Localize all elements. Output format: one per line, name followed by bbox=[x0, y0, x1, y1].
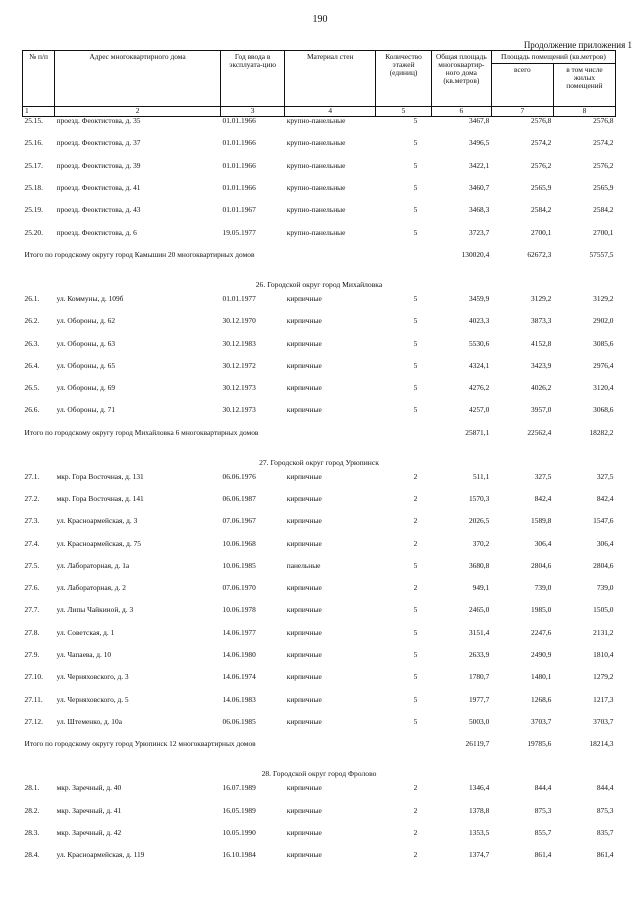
subtotal-area-living: 57557,5 bbox=[589, 250, 614, 259]
table-row bbox=[23, 495, 616, 517]
row-number: 25.16. bbox=[24, 139, 43, 148]
row-address: ул. Чапаева, д. 10 bbox=[56, 651, 112, 660]
row-year: 30.12.1973 bbox=[222, 384, 256, 393]
table-row bbox=[23, 540, 616, 562]
row-year: 30.12.1973 bbox=[222, 406, 256, 415]
row-total-area: 3680,8 bbox=[468, 561, 490, 570]
row-total-area: 4257,0 bbox=[468, 406, 490, 415]
row-year: 19.05.1977 bbox=[222, 228, 256, 237]
page-number: 190 bbox=[312, 14, 328, 25]
header-floors: Количество этажей (единиц) bbox=[376, 51, 432, 107]
row-number: 25.15. bbox=[24, 116, 43, 126]
row-number: 27.4. bbox=[24, 539, 40, 548]
subtotal-total-area: 26119,7 bbox=[465, 740, 490, 749]
row-year: 14.06.1983 bbox=[222, 695, 256, 704]
row-floors: 5 bbox=[413, 317, 418, 326]
subtotal-row bbox=[23, 251, 616, 275]
header-total-area: Общая площадь многоквартир-ного дома (кв.метров) bbox=[431, 51, 491, 107]
row-material: кирпичные bbox=[286, 717, 322, 726]
subtotal-area-all: 22562,4 bbox=[527, 428, 552, 437]
row-total-area: 3459,9 bbox=[468, 294, 490, 303]
row-address: ул. Красноармейская, д. 75 bbox=[56, 539, 141, 548]
row-material: кирпичные bbox=[286, 495, 322, 503]
row-number: 27.5. bbox=[24, 561, 40, 570]
row-total-area: 1570,3 bbox=[468, 495, 490, 503]
row-area-all: 861,4 bbox=[534, 851, 552, 860]
column-number: 3 bbox=[221, 107, 285, 117]
row-area-all: 1480,1 bbox=[531, 673, 552, 682]
row-floors: 5 bbox=[413, 294, 418, 303]
row-material: кирпичные bbox=[286, 695, 322, 704]
subtotal-row bbox=[23, 429, 616, 453]
row-material: крупно-панельные bbox=[286, 206, 346, 215]
row-floors: 5 bbox=[413, 561, 418, 570]
row-area-all: 3423,9 bbox=[531, 361, 552, 370]
header-material: Материал стен bbox=[285, 51, 376, 107]
table-row bbox=[23, 696, 616, 718]
row-address: ул. Коммуны, д. 109б bbox=[56, 294, 124, 303]
row-total-area: 511,1 bbox=[472, 472, 490, 481]
table-row bbox=[23, 807, 616, 829]
column-number: 1 bbox=[23, 107, 55, 117]
header-num: № п/п bbox=[23, 51, 55, 107]
row-total-area: 2026,5 bbox=[468, 517, 490, 526]
table-row bbox=[23, 673, 616, 695]
header-premises-living: в том числе жилых помещений bbox=[553, 64, 615, 107]
row-address: ул. Обороны, д. 69 bbox=[56, 384, 116, 393]
row-address: проезд. Феоктистова, д. 37 bbox=[56, 139, 141, 148]
row-area-living: 3085,6 bbox=[593, 339, 614, 348]
row-year: 06.06.1985 bbox=[222, 717, 256, 726]
row-address: ул. Советская, д. 1 bbox=[56, 628, 115, 637]
section-heading-row bbox=[23, 275, 616, 295]
row-year: 01.01.1966 bbox=[222, 139, 256, 148]
row-floors: 5 bbox=[413, 695, 418, 704]
row-area-all: 2804,6 bbox=[531, 561, 552, 570]
row-number: 26.6. bbox=[24, 406, 40, 415]
row-address: ул. Черняховского, д. 5 bbox=[56, 695, 129, 704]
header-year: Год ввода в эксплуата-цию bbox=[221, 51, 285, 107]
row-area-all: 3703,7 bbox=[531, 717, 552, 726]
row-area-all: 1985,0 bbox=[531, 606, 552, 615]
row-floors: 5 bbox=[413, 361, 418, 370]
row-area-living: 327,5 bbox=[596, 472, 614, 481]
row-area-all: 306,4 bbox=[534, 539, 552, 548]
header-premises-all: всего bbox=[491, 64, 553, 107]
row-number: 25.17. bbox=[24, 161, 43, 170]
row-year: 06.06.1976 bbox=[222, 472, 256, 481]
row-number: 26.2. bbox=[24, 317, 40, 326]
row-number: 27.8. bbox=[24, 628, 40, 637]
column-number: 2 bbox=[55, 107, 221, 117]
row-year: 14.06.1974 bbox=[222, 673, 256, 682]
row-material: кирпичные bbox=[286, 784, 322, 793]
row-address: ул. Черняховского, д. 3 bbox=[56, 673, 129, 682]
row-material: кирпичные bbox=[286, 472, 322, 481]
continuation-note: Продолжение приложения 1 bbox=[523, 40, 632, 50]
row-floors: 5 bbox=[413, 384, 418, 393]
table-row bbox=[23, 295, 616, 317]
row-area-living: 2976,4 bbox=[593, 361, 614, 370]
row-address: ул. Обороны, д. 65 bbox=[56, 361, 116, 370]
row-number: 27.9. bbox=[24, 651, 40, 660]
row-material: панельные bbox=[286, 561, 321, 570]
row-year: 10.06.1985 bbox=[222, 561, 256, 570]
row-floors: 5 bbox=[413, 406, 418, 415]
row-address: ул. Обороны, д. 71 bbox=[56, 406, 116, 415]
row-floors: 2 bbox=[413, 828, 418, 837]
section-heading-row bbox=[23, 764, 616, 784]
table-row bbox=[23, 206, 616, 228]
row-year: 14.06.1980 bbox=[222, 651, 256, 660]
column-number: 4 bbox=[285, 107, 376, 117]
row-area-all: 1268,6 bbox=[531, 695, 552, 704]
row-material: кирпичные bbox=[286, 584, 322, 593]
table-row bbox=[23, 406, 616, 428]
table-row bbox=[23, 384, 616, 406]
header-address: Адрес многоквартирного дома bbox=[55, 51, 221, 107]
table-row bbox=[23, 562, 616, 584]
row-material: кирпичные bbox=[286, 339, 322, 348]
row-material: кирпичные bbox=[286, 361, 322, 370]
row-year: 10.06.1978 bbox=[222, 606, 256, 615]
table-row bbox=[23, 718, 616, 740]
row-area-all: 875,3 bbox=[534, 806, 552, 815]
table-row bbox=[23, 606, 616, 628]
row-material: кирпичные bbox=[286, 294, 322, 303]
table-row bbox=[23, 473, 616, 495]
row-area-living: 2574,2 bbox=[593, 139, 614, 148]
row-area-living: 2576,8 bbox=[593, 116, 614, 126]
row-material: кирпичные bbox=[286, 517, 322, 526]
table-row bbox=[23, 651, 616, 673]
row-material: крупно-панельные bbox=[286, 161, 346, 170]
row-address: ул. Обороны, д. 63 bbox=[56, 339, 116, 348]
row-material: кирпичные bbox=[286, 317, 322, 326]
row-area-all: 2490,9 bbox=[531, 651, 552, 660]
row-address: проезд. Феоктистова, д. 41 bbox=[56, 184, 141, 193]
row-address: ул. Штеменко, д. 10а bbox=[56, 717, 122, 726]
row-material: крупно-панельные bbox=[286, 116, 346, 126]
row-year: 06.06.1987 bbox=[222, 495, 256, 503]
row-number: 28.1. bbox=[24, 784, 40, 793]
table-header bbox=[23, 51, 616, 117]
row-year: 01.01.1977 bbox=[222, 294, 256, 303]
row-material: кирпичные bbox=[286, 828, 322, 837]
row-floors: 5 bbox=[413, 116, 418, 126]
row-area-living: 3068,6 bbox=[593, 406, 614, 415]
row-area-all: 2565,9 bbox=[531, 184, 552, 193]
row-address: мкр. Заречный, д. 42 bbox=[56, 828, 122, 837]
row-year: 30.12.1970 bbox=[222, 317, 256, 326]
row-area-living: 875,3 bbox=[596, 806, 614, 815]
row-total-area: 4276,2 bbox=[468, 384, 490, 393]
row-total-area: 3151,4 bbox=[468, 628, 490, 637]
row-total-area: 1374,7 bbox=[468, 851, 490, 860]
row-address: мкр. Заречный, д. 40 bbox=[56, 784, 122, 793]
row-floors: 5 bbox=[413, 651, 418, 660]
row-area-living: 2584,2 bbox=[593, 206, 614, 215]
subtotal-total-area: 25871,1 bbox=[465, 428, 490, 437]
row-floors: 5 bbox=[413, 339, 418, 348]
row-number: 28.2. bbox=[24, 806, 40, 815]
column-number: 5 bbox=[376, 107, 432, 117]
row-area-all: 3129,2 bbox=[531, 294, 552, 303]
row-area-all: 327,5 bbox=[534, 472, 552, 481]
row-number: 27.6. bbox=[24, 584, 40, 593]
row-number: 28.3. bbox=[24, 828, 40, 837]
row-number: 27.12. bbox=[24, 717, 43, 726]
row-address: ул. Лабораторная, д. 2 bbox=[56, 584, 126, 593]
row-area-living: 2565,9 bbox=[593, 184, 614, 193]
row-address: ул. Красноармейская, д. 3 bbox=[56, 517, 138, 526]
row-area-all: 855,7 bbox=[534, 828, 552, 837]
row-area-all: 4152,8 bbox=[531, 339, 552, 348]
row-area-all: 4026,2 bbox=[531, 384, 552, 393]
subtotal-area-all: 62672,3 bbox=[527, 250, 552, 259]
table-row bbox=[23, 162, 616, 184]
section-heading: 26. Городской округ город Михайловка bbox=[255, 279, 383, 289]
row-area-living: 3120,4 bbox=[593, 384, 614, 393]
row-area-living: 835,7 bbox=[596, 828, 614, 837]
table-row bbox=[23, 629, 616, 651]
subtotal-label: Итого по городскому округу город Камышин 20 многоквартирных домов bbox=[24, 250, 255, 259]
row-address: ул. Красноармейская, д. 119 bbox=[56, 851, 145, 860]
row-material: кирпичные bbox=[286, 806, 322, 815]
row-year: 10.06.1968 bbox=[222, 539, 256, 548]
row-total-area: 2633,9 bbox=[468, 651, 490, 660]
row-floors: 2 bbox=[413, 539, 418, 548]
row-total-area: 3422,1 bbox=[468, 161, 490, 170]
row-year: 07.06.1967 bbox=[222, 517, 256, 526]
row-area-living: 306,4 bbox=[596, 539, 614, 548]
row-area-all: 2574,2 bbox=[531, 139, 552, 148]
row-material: кирпичные bbox=[286, 606, 322, 615]
row-total-area: 3723,7 bbox=[468, 228, 490, 237]
row-material: кирпичные bbox=[286, 673, 322, 682]
row-year: 30.12.1983 bbox=[222, 339, 256, 348]
row-area-all: 2576,8 bbox=[531, 116, 552, 126]
row-year: 01.01.1966 bbox=[222, 184, 256, 193]
subtotal-label: Итого по городскому округу город Урюпинск 12 многоквартирных домов bbox=[24, 740, 256, 749]
row-address: мкр. Гора Восточная, д. 131 bbox=[56, 472, 144, 481]
row-number: 25.18. bbox=[24, 184, 43, 193]
row-area-living: 2804,6 bbox=[593, 561, 614, 570]
row-floors: 5 bbox=[413, 184, 418, 193]
row-floors: 2 bbox=[413, 784, 418, 793]
row-material: кирпичные bbox=[286, 406, 322, 415]
row-number: 27.1. bbox=[24, 472, 40, 481]
row-material: кирпичные bbox=[286, 651, 322, 660]
row-number: 26.3. bbox=[24, 339, 40, 348]
row-address: проезд. Феоктистова, д. 39 bbox=[56, 161, 141, 170]
row-year: 07.06.1970 bbox=[222, 584, 256, 593]
row-total-area: 2465,0 bbox=[468, 606, 490, 615]
row-area-living: 844,4 bbox=[596, 784, 614, 793]
table-row bbox=[23, 340, 616, 362]
row-material: кирпичные bbox=[286, 384, 322, 393]
subtotal-area-living: 18214,3 bbox=[589, 740, 614, 749]
subtotal-row bbox=[23, 740, 616, 764]
row-total-area: 3496,5 bbox=[468, 139, 490, 148]
row-address: ул. Лабораторная, д. 1а bbox=[56, 561, 130, 570]
row-total-area: 3468,3 bbox=[468, 206, 490, 215]
row-year: 01.01.1967 bbox=[222, 206, 256, 215]
row-number: 27.2. bbox=[24, 495, 40, 503]
row-area-all: 842,4 bbox=[534, 495, 552, 503]
row-floors: 5 bbox=[413, 628, 418, 637]
row-total-area: 3467,8 bbox=[468, 116, 490, 126]
housing-table bbox=[22, 50, 616, 873]
row-year: 30.12.1972 bbox=[222, 361, 256, 370]
table-body bbox=[23, 117, 616, 874]
row-material: кирпичные bbox=[286, 539, 322, 548]
column-number: 8 bbox=[553, 107, 615, 117]
row-number: 25.20. bbox=[24, 228, 43, 237]
row-number: 28.4. bbox=[24, 851, 40, 860]
row-area-living: 739,0 bbox=[596, 584, 614, 593]
table-row bbox=[23, 517, 616, 539]
row-address: проезд. Феоктистова, д. 35 bbox=[56, 116, 141, 126]
row-number: 27.7. bbox=[24, 606, 40, 615]
row-area-all: 739,0 bbox=[534, 584, 552, 593]
row-area-all: 2584,2 bbox=[531, 206, 552, 215]
row-area-living: 2576,2 bbox=[593, 161, 614, 170]
row-area-living: 2902,0 bbox=[593, 317, 614, 326]
row-floors: 2 bbox=[413, 517, 418, 526]
column-number: 6 bbox=[431, 107, 491, 117]
row-floors: 5 bbox=[413, 206, 418, 215]
row-material: кирпичные bbox=[286, 851, 322, 860]
row-floors: 5 bbox=[413, 139, 418, 148]
row-area-living: 861,4 bbox=[596, 851, 614, 860]
row-year: 16.05.1989 bbox=[222, 806, 256, 815]
row-total-area: 1780,7 bbox=[468, 673, 490, 682]
row-area-living: 3129,2 bbox=[593, 294, 614, 303]
row-material: крупно-панельные bbox=[286, 139, 346, 148]
row-total-area: 370,2 bbox=[472, 539, 490, 548]
row-number: 26.4. bbox=[24, 361, 40, 370]
row-number: 25.19. bbox=[24, 206, 43, 215]
row-total-area: 4324,1 bbox=[468, 361, 490, 370]
row-total-area: 949,1 bbox=[472, 584, 490, 593]
row-year: 14.06.1977 bbox=[222, 628, 256, 637]
table-row bbox=[23, 584, 616, 606]
table-row bbox=[23, 784, 616, 806]
row-floors: 2 bbox=[413, 584, 418, 593]
row-address: ул. Липы Чайкиной, д. 3 bbox=[56, 606, 134, 615]
row-total-area: 1353,5 bbox=[468, 828, 490, 837]
row-floors: 5 bbox=[413, 673, 418, 682]
row-floors: 2 bbox=[413, 472, 418, 481]
row-area-all: 2247,6 bbox=[531, 628, 552, 637]
section-heading: 27. Городской округ город Урюпинск bbox=[259, 457, 379, 467]
row-year: 10.05.1990 bbox=[222, 828, 256, 837]
row-area-all: 2576,2 bbox=[531, 161, 552, 170]
row-floors: 5 bbox=[413, 228, 418, 237]
row-address: проезд. Феоктистова, д. 6 bbox=[56, 228, 137, 237]
table-row bbox=[23, 362, 616, 384]
row-floors: 5 bbox=[413, 717, 418, 726]
column-number: 7 bbox=[491, 107, 553, 117]
row-year: 01.01.1966 bbox=[222, 161, 256, 170]
row-year: 16.07.1989 bbox=[222, 784, 256, 793]
subtotal-total-area: 130020,4 bbox=[461, 250, 490, 259]
row-number: 26.5. bbox=[24, 384, 40, 393]
row-area-all: 844,4 bbox=[534, 784, 552, 793]
row-area-all: 3957,0 bbox=[531, 406, 552, 415]
table-row bbox=[23, 829, 616, 851]
row-area-living: 842,4 bbox=[596, 495, 614, 503]
row-area-all: 2700,1 bbox=[531, 228, 552, 237]
row-area-living: 1279,2 bbox=[593, 673, 614, 682]
row-area-living: 3703,7 bbox=[593, 717, 614, 726]
row-total-area: 1346,4 bbox=[468, 784, 490, 793]
row-area-living: 2131,2 bbox=[593, 628, 614, 637]
row-area-living: 1547,6 bbox=[593, 517, 614, 526]
table-row bbox=[23, 139, 616, 161]
row-floors: 2 bbox=[413, 495, 418, 503]
row-year: 01.01.1966 bbox=[222, 116, 256, 126]
row-total-area: 5530,6 bbox=[468, 339, 490, 348]
section-heading-row bbox=[23, 453, 616, 473]
row-address: мкр. Заречный, д. 41 bbox=[56, 806, 122, 815]
table-row bbox=[23, 229, 616, 251]
row-total-area: 1378,8 bbox=[468, 806, 490, 815]
row-floors: 2 bbox=[413, 851, 418, 860]
row-number: 27.11. bbox=[24, 695, 43, 704]
row-year: 16.10.1984 bbox=[222, 851, 256, 860]
row-area-all: 1589,8 bbox=[531, 517, 552, 526]
table-row bbox=[23, 851, 616, 873]
row-material: крупно-панельные bbox=[286, 228, 346, 237]
row-address: ул. Обороны, д. 62 bbox=[56, 317, 116, 326]
row-total-area: 3460,7 bbox=[468, 184, 490, 193]
table-row bbox=[23, 317, 616, 339]
header-premises: Площадь помещений (кв.метров) bbox=[491, 51, 615, 64]
row-total-area: 4023,3 bbox=[468, 317, 490, 326]
subtotal-label: Итого по городскому округу город Михайловка 6 многоквартирных домов bbox=[24, 428, 259, 437]
row-address: мкр. Гора Восточная, д. 141 bbox=[56, 495, 144, 503]
row-total-area: 5003,0 bbox=[468, 717, 490, 726]
row-total-area: 1977,7 bbox=[468, 695, 490, 704]
row-material: крупно-панельные bbox=[286, 184, 346, 193]
table-row bbox=[23, 184, 616, 206]
subtotal-area-living: 18282,2 bbox=[589, 428, 614, 437]
row-number: 27.3. bbox=[24, 517, 40, 526]
row-area-living: 1505,0 bbox=[593, 606, 614, 615]
row-number: 27.10. bbox=[24, 673, 43, 682]
row-number: 26.1. bbox=[24, 294, 40, 303]
row-address: проезд. Феоктистова, д. 43 bbox=[56, 206, 141, 215]
row-floors: 2 bbox=[413, 806, 418, 815]
row-area-living: 2700,1 bbox=[593, 228, 614, 237]
row-area-living: 1810,4 bbox=[593, 651, 614, 660]
row-area-living: 1217,3 bbox=[593, 695, 614, 704]
row-floors: 5 bbox=[413, 161, 418, 170]
row-area-all: 3873,3 bbox=[531, 317, 552, 326]
subtotal-area-all: 19785,6 bbox=[527, 740, 552, 749]
row-floors: 5 bbox=[413, 606, 418, 615]
table-row bbox=[23, 117, 616, 140]
section-heading: 28. Городской округ город Фролово bbox=[261, 769, 377, 779]
row-material: кирпичные bbox=[286, 628, 322, 637]
